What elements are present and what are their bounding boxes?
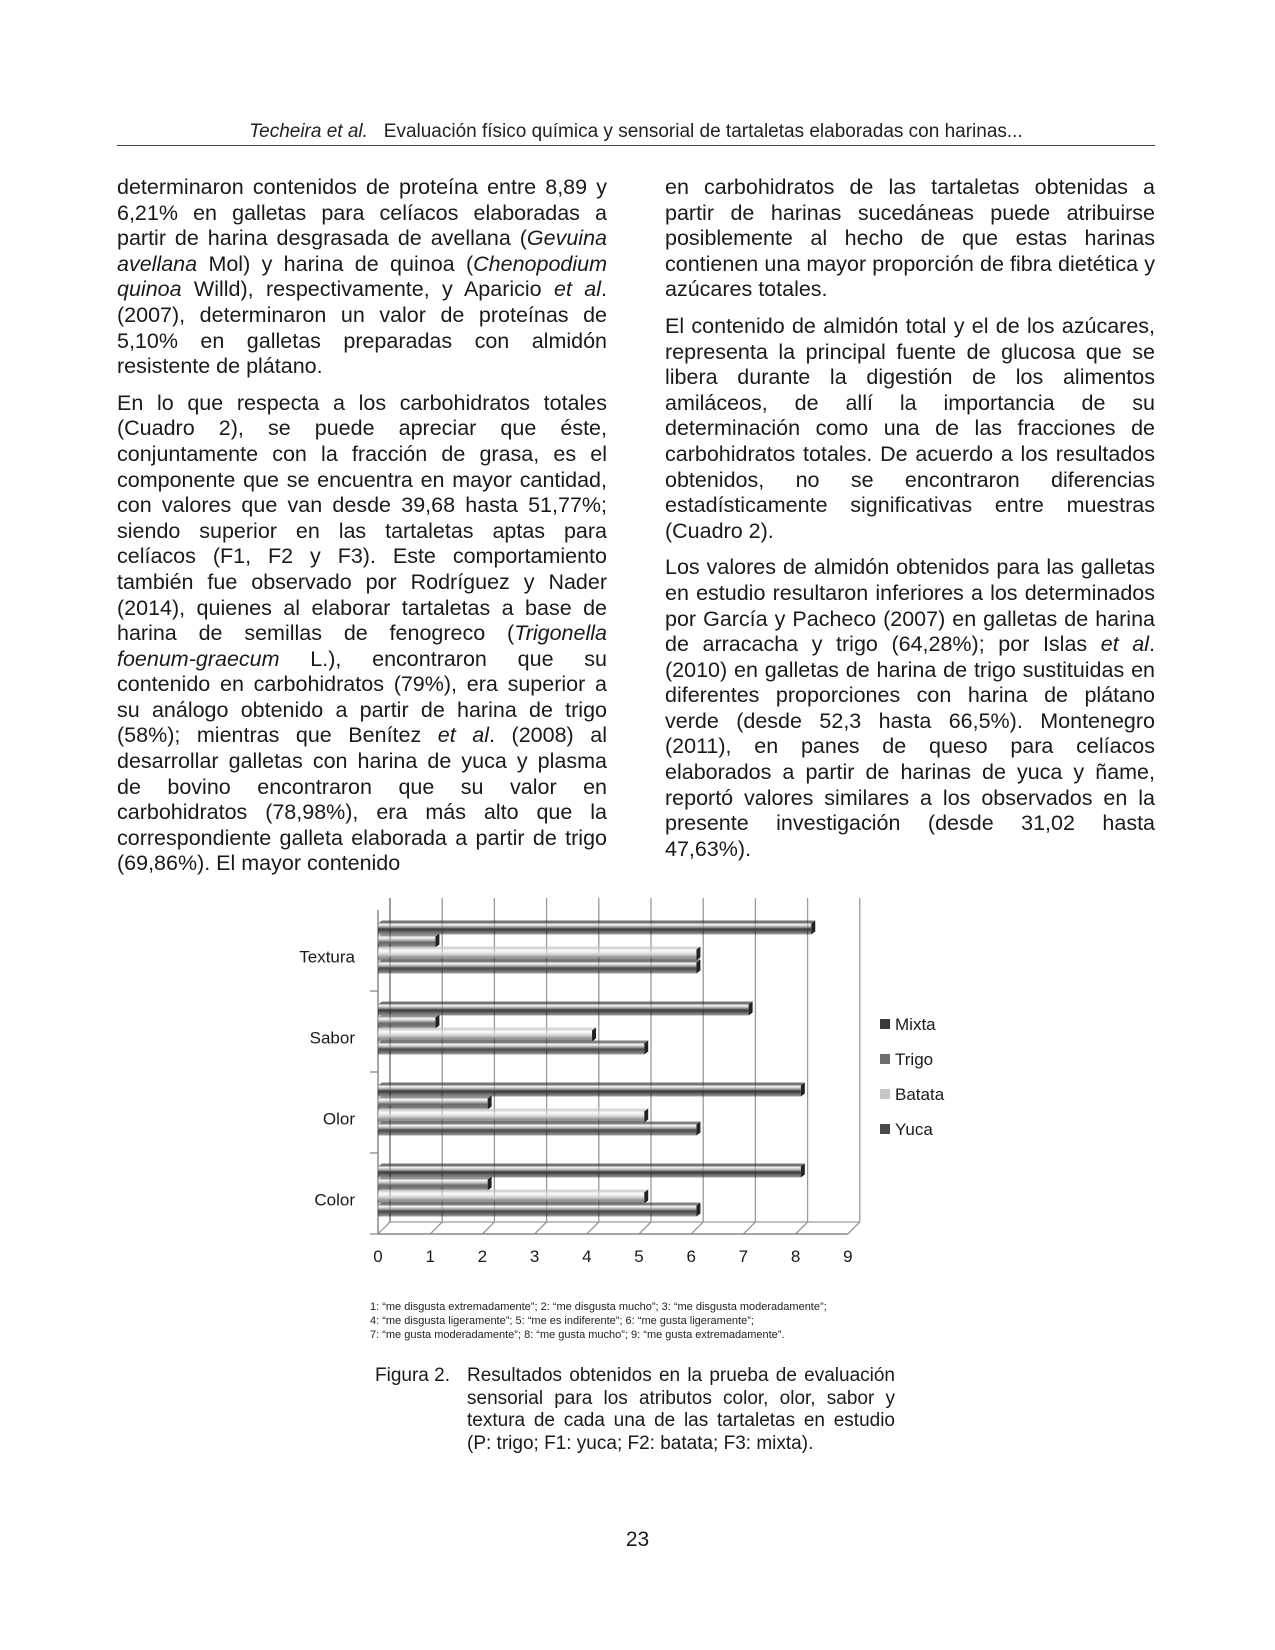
bar-end-face (801, 1083, 805, 1097)
bar-trigo-textura (378, 937, 435, 948)
bar-trigo-color (378, 1180, 488, 1191)
footnote-line-2: 4: “me disgusta ligeramente”; 5: “me es indiferente”; 6: “me gusta ligeramente”; (370, 1315, 754, 1327)
legend-swatch-yuca (880, 1124, 890, 1134)
bar-yuca-color (378, 1206, 696, 1217)
bar-top-face (378, 947, 700, 950)
floor-line-9 (848, 1222, 860, 1234)
x-tick-label: 9 (843, 1247, 853, 1266)
caption-text: Resultados obtenidos en la prueba de evaluación sensorial para los atributos color, olor, sabor y textura de cada una de las tartaletas en estudio (P: trigo; F1: yuca; F2: batata; F3: mixta). (467, 1365, 895, 1454)
legend-label: Trigo (895, 1050, 934, 1069)
bar-top-face (378, 1203, 700, 1206)
bar-end-face (488, 1096, 492, 1110)
bar-top-face (378, 1041, 648, 1044)
bar-end-face (592, 1028, 596, 1042)
category-label: Olor (322, 1109, 355, 1129)
header-authors: Techeira et al. (249, 121, 368, 142)
bar-yuca-textura (378, 963, 696, 974)
bar-top-face (378, 960, 700, 963)
bar-top-face (378, 1015, 439, 1018)
category-label: Sabor (309, 1028, 355, 1048)
floor-line-7 (743, 1222, 755, 1234)
bar-top-face (378, 1164, 805, 1167)
floor-line-6 (691, 1222, 703, 1234)
chart-footnote (370, 1300, 930, 1342)
bar-end-face (435, 1015, 439, 1029)
legend-swatch-trigo (880, 1054, 890, 1064)
bar-end-face (696, 1122, 700, 1136)
header-title: Evaluación físico química y sensorial de tartaletas elaboradas con harinas... (383, 121, 1023, 142)
left-paragraph-2: En lo que respecta a los carbohidratos totales (Cuadro 2), se puede apreciar que éste, conjuntamente con la fracción de grasa, es el componente que se encuentra en mayor cantidad, con valores que van desde 39,68 hasta 51,77%; siendo superior en las tartaletas aptas para celíacos (F1, F2 y F3). Este comportamiento también fue observado por Rodríguez y Nader (2014), quienes al elaborar tartaletas a base de harina de semillas de fenogreco (Trigonella foenum-graecum L.), encontraron que su contenido en carbohidratos (79%), era superior a su análogo obtenido a partir de harina de trigo (58%); mientras que Benítez et al. (2008) al desarrollar galletas con harina de yuca y plasma de bovino encontraron que su valor en carbohidratos (78,98%), era más alto que la correspondiente galleta elaborada a partir de trigo (69,86%). El mayor contenido (117, 390, 607, 876)
bar-top-face (378, 934, 439, 937)
right-paragraph-1: en carbohidratos de las tartaletas obtenidas a partir de harinas sucedáneas puede atribuirse posiblemente al hecho de que estas harinas contienen una mayor proporción de fibra dietética y azúcares totales. (665, 175, 1155, 302)
x-tick-label: 0 (373, 1247, 383, 1266)
bar-mixta-olor (378, 1086, 801, 1097)
bar-top-face (378, 1028, 596, 1031)
bar-yuca-olor (378, 1125, 696, 1136)
bar-top-face (378, 1122, 700, 1125)
bar-mixta-textura (378, 924, 811, 935)
bar-top-face (378, 1190, 648, 1193)
legend-label: Mixta (895, 1015, 936, 1034)
bar-top-face (378, 921, 815, 924)
page-number: 23 (625, 1528, 650, 1551)
bar-end-face (435, 934, 439, 948)
footnote-line-3: 7: “me gusta moderadamente”; 8: “me gusta mucho”; 9: “me gusta extremadamente”. (370, 1329, 785, 1341)
category-label: Color (314, 1190, 355, 1210)
caption-label: Figura 2. (375, 1365, 450, 1386)
floor-line-8 (796, 1222, 808, 1234)
bar-top-face (378, 1109, 648, 1112)
x-tick-label: 1 (425, 1247, 435, 1266)
floor-line-1 (430, 1222, 442, 1234)
legend-swatch-batata (880, 1089, 890, 1099)
bar-mixta-color (378, 1167, 801, 1178)
bar-end-face (811, 921, 815, 935)
x-tick-label: 2 (477, 1247, 488, 1266)
x-tick-label: 8 (790, 1247, 801, 1266)
bar-trigo-olor (378, 1099, 488, 1110)
bar-batata-color (378, 1193, 644, 1204)
bar-yuca-sabor (378, 1044, 644, 1055)
bar-end-face (749, 1002, 753, 1016)
category-label: Textura (299, 947, 355, 967)
bar-end-face (696, 1203, 700, 1217)
bar-end-face (644, 1041, 648, 1055)
bar-top-face (378, 1002, 753, 1005)
running-header (117, 121, 1155, 143)
floor-line-0 (378, 1222, 390, 1234)
floor-line-4 (587, 1222, 599, 1234)
bar-top-face (378, 1083, 805, 1086)
x-tick-label: 7 (738, 1247, 749, 1266)
x-tick-label: 3 (529, 1247, 540, 1266)
bar-end-face (801, 1164, 805, 1178)
bar-end-face (644, 1109, 648, 1123)
x-tick-label: 5 (634, 1247, 644, 1266)
bar-trigo-sabor (378, 1018, 435, 1029)
floor-line-5 (639, 1222, 651, 1234)
bar-end-face (488, 1177, 492, 1191)
legend-label: Yuca (895, 1120, 933, 1139)
x-tick-label: 4 (582, 1247, 592, 1266)
bar-end-face (696, 960, 700, 974)
footnote-line-1: 1: “me disgusta extremadamente”; 2: “me disgusta mucho”; 3: “me disgusta moderadamente”; (370, 1301, 827, 1313)
x-tick-label: 6 (686, 1247, 696, 1266)
bar-batata-textura (378, 950, 696, 961)
header-rule (117, 145, 1155, 146)
bar-batata-sabor (378, 1031, 592, 1042)
bar-mixta-sabor (378, 1005, 749, 1016)
bar-top-face (378, 1096, 492, 1099)
bar-top-face (378, 1177, 492, 1180)
legend-swatch-mixta (880, 1019, 890, 1029)
right-paragraph-3: Los valores de almidón obtenidos para las galletas en estudio resultaron inferiores a los determinados por García y Pacheco (2007) en galletas de harina de arracacha y trigo (64,28%); por Islas et al. (2010) en galletas de harina de trigo sustituidas en diferentes proporciones con harina de plátano verde (desde 52,3 hasta 66,5%). Montenegro (2011), en panes de queso para celíacos elaborados a partir de harinas de yuca y ñame, reportó valores similares a los observados en la presente investigación (desde 31,02 hasta 47,63%). (665, 555, 1155, 861)
left-column (117, 175, 607, 888)
left-paragraph-1: determinaron contenidos de proteína entre 8,89 y 6,21% en galletas para celíacos elaboradas a partir de harina desgrasada de avellana (Gevuina avellana Mol) y harina de quinoa (Chenopodium quinoa Willd), respectivamente, y Aparicio et al. (2007), determinaron un valor de proteínas de 5,10% en galletas preparadas con almidón resistente de plátano. (117, 175, 607, 379)
right-column (665, 175, 1155, 873)
floor-line-2 (482, 1222, 494, 1234)
figure-caption (375, 1365, 895, 1455)
right-paragraph-2: El contenido de almidón total y el de los azúcares, representa la principal fuente de glucosa que se libera durante la digestión de los alimentos amiláceos, de allí la importancia de su determinación como una de las fracciones de carbohidratos totales. De acuerdo a los resultados obtenidos, no se encontraron diferencias estadísticamente significativas entre muestras (Cuadro 2). (665, 313, 1155, 543)
bar-batata-olor (378, 1112, 644, 1123)
legend-label: Batata (895, 1085, 945, 1104)
floor-line-3 (535, 1222, 547, 1234)
bar-end-face (696, 947, 700, 961)
bar-end-face (644, 1190, 648, 1204)
